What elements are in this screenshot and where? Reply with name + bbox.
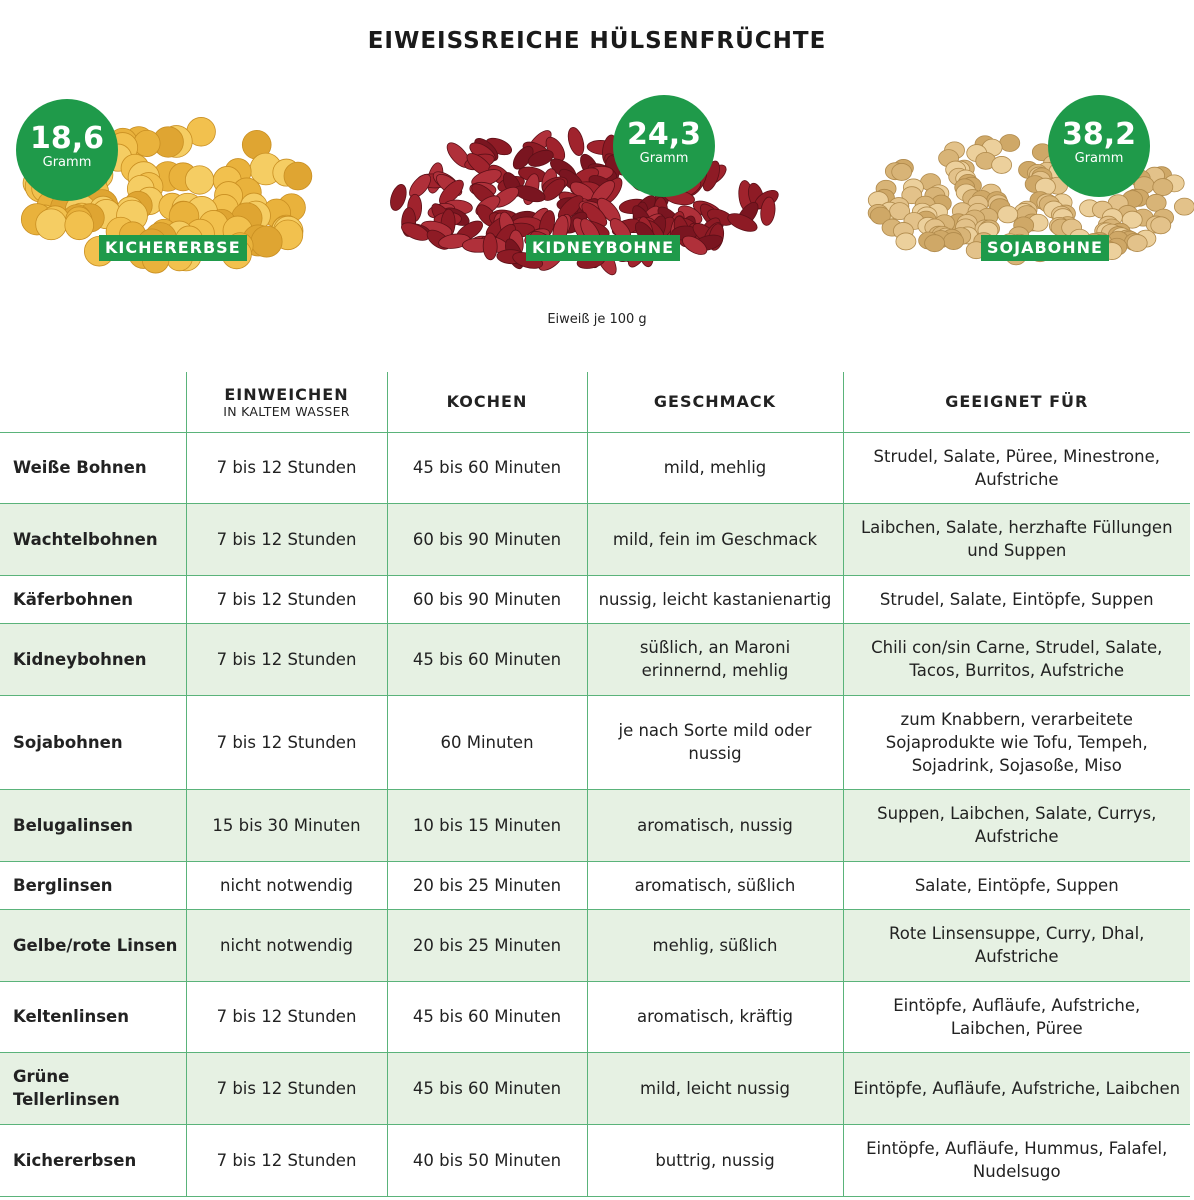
- cell-soak: 7 bis 12 Stunden: [186, 575, 387, 623]
- cell-cook: 20 bis 25 Minuten: [387, 861, 587, 909]
- cell-use: Salate, Eintöpfe, Suppen: [843, 861, 1190, 909]
- label-chickpea: KICHERERBSE: [99, 235, 247, 261]
- cell-name: Gelbe/rote Linsen: [0, 909, 186, 981]
- cell-cook: 40 bis 50 Minuten: [387, 1124, 587, 1196]
- cell-soak: 7 bis 12 Stunden: [186, 432, 387, 503]
- cell-cook: 45 bis 60 Minuten: [387, 432, 587, 503]
- cell-taste: je nach Sorte mild oder nussig: [587, 695, 843, 789]
- table-row: [0, 861, 1190, 909]
- label-soy: SOJABOHNE: [981, 235, 1109, 261]
- cell-soak: 7 bis 12 Stunden: [186, 1052, 387, 1124]
- cell-soak: 7 bis 12 Stunden: [186, 981, 387, 1052]
- cell-cook: 45 bis 60 Minuten: [387, 623, 587, 695]
- cell-name: Kichererbsen: [0, 1124, 186, 1196]
- cell-use: Chili con/sin Carne, Strudel, Salate, Tacos, Burritos, Aufstriche: [843, 623, 1190, 695]
- cell-soak: 15 bis 30 Minuten: [186, 789, 387, 861]
- cell-name: Sojabohnen: [0, 695, 186, 789]
- cell-taste: mild, leicht nussig: [587, 1052, 843, 1124]
- table-row: [0, 909, 1190, 981]
- cell-name: Grüne Tellerlinsen: [0, 1052, 186, 1124]
- cell-name: Kidneybohnen: [0, 623, 186, 695]
- cell-use: Eintöpfe, Aufläufe, Aufstriche, Laibchen: [843, 1052, 1190, 1124]
- cell-soak: nicht notwendig: [186, 861, 387, 909]
- cell-taste: aromatisch, nussig: [587, 789, 843, 861]
- header-name: [0, 372, 186, 432]
- cell-cook: 20 bis 25 Minuten: [387, 909, 587, 981]
- cell-cook: 45 bis 60 Minuten: [387, 981, 587, 1052]
- cell-name: Berglinsen: [0, 861, 186, 909]
- table-row: [0, 1052, 1190, 1124]
- table-row: [0, 623, 1190, 695]
- table-row: [0, 981, 1190, 1052]
- cell-soak: 7 bis 12 Stunden: [186, 503, 387, 575]
- cell-taste: mild, mehlig: [587, 432, 843, 503]
- protein-note: Eiweiß je 100 g: [547, 312, 647, 327]
- cell-soak: 7 bis 12 Stunden: [186, 623, 387, 695]
- cell-taste: mehlig, süßlich: [587, 909, 843, 981]
- header-use: GEEIGNET FÜR: [843, 372, 1190, 432]
- cell-use: Rote Linsensuppe, Curry, Dhal, Aufstriche: [843, 909, 1190, 981]
- legume-soy: [850, 90, 1194, 300]
- table-row: [0, 575, 1190, 623]
- table-row: [0, 695, 1190, 789]
- cell-use: Strudel, Salate, Püree, Minestrone, Aufstriche: [843, 432, 1190, 503]
- protein-badge-soy: 38,2 Gramm: [1048, 95, 1150, 197]
- table-header-row: [0, 372, 1190, 432]
- label-kidney: KIDNEYBOHNE: [526, 235, 680, 261]
- table-row: [0, 432, 1190, 503]
- cell-taste: aromatisch, süßlich: [587, 861, 843, 909]
- cell-use: Eintöpfe, Aufläufe, Aufstriche, Laibchen, Püree: [843, 981, 1190, 1052]
- cell-taste: mild, fein im Geschmack: [587, 503, 843, 575]
- cell-soak: 7 bis 12 Stunden: [186, 1124, 387, 1196]
- cell-cook: 60 Minuten: [387, 695, 587, 789]
- cell-name: Wachtelbohnen: [0, 503, 186, 575]
- legume-table: [0, 372, 1190, 1197]
- page-title: EIWEISSREICHE HÜLSENFRÜCHTE: [367, 28, 827, 54]
- cell-taste: buttrig, nussig: [587, 1124, 843, 1196]
- cell-cook: 60 bis 90 Minuten: [387, 575, 587, 623]
- cell-cook: 60 bis 90 Minuten: [387, 503, 587, 575]
- table-row: [0, 1124, 1190, 1196]
- cell-taste: süßlich, an Maroni erinnernd, mehlig: [587, 623, 843, 695]
- header-cook: KOCHEN: [387, 372, 587, 432]
- cell-taste: nussig, leicht kastanienartig: [587, 575, 843, 623]
- table-row: [0, 503, 1190, 575]
- cell-use: Eintöpfe, Aufläufe, Hummus, Falafel, Nudelsugo: [843, 1124, 1190, 1196]
- cell-use: zum Knabbern, verarbeitete Sojaprodukte wie Tofu, Tempeh, Sojadrink, Sojasoße, Miso: [843, 695, 1190, 789]
- cell-cook: 10 bis 15 Minuten: [387, 789, 587, 861]
- cell-taste: aromatisch, kräftig: [587, 981, 843, 1052]
- cell-name: Keltenlinsen: [0, 981, 186, 1052]
- cell-use: Suppen, Laibchen, Salate, Currys, Aufstriche: [843, 789, 1190, 861]
- cell-name: Weiße Bohnen: [0, 432, 186, 503]
- legume-kidney: [380, 90, 800, 300]
- cell-name: Belugalinsen: [0, 789, 186, 861]
- cell-soak: 7 bis 12 Stunden: [186, 695, 387, 789]
- table-row: [0, 789, 1190, 861]
- protein-badge-kidney: 24,3 Gramm: [613, 95, 715, 197]
- kidney-pile-image: [380, 90, 800, 300]
- protein-badge-chickpea: 18,6 Gramm: [16, 99, 118, 201]
- header-soak: EINWEICHEN IN KALTEM WASSER: [186, 372, 387, 432]
- cell-use: Strudel, Salate, Eintöpfe, Suppen: [843, 575, 1190, 623]
- cell-use: Laibchen, Salate, herzhafte Füllungen und Suppen: [843, 503, 1190, 575]
- legume-chickpea: [0, 90, 340, 300]
- header-taste: GESCHMACK: [587, 372, 843, 432]
- cell-soak: nicht notwendig: [186, 909, 387, 981]
- cell-name: Käferbohnen: [0, 575, 186, 623]
- cell-cook: 45 bis 60 Minuten: [387, 1052, 587, 1124]
